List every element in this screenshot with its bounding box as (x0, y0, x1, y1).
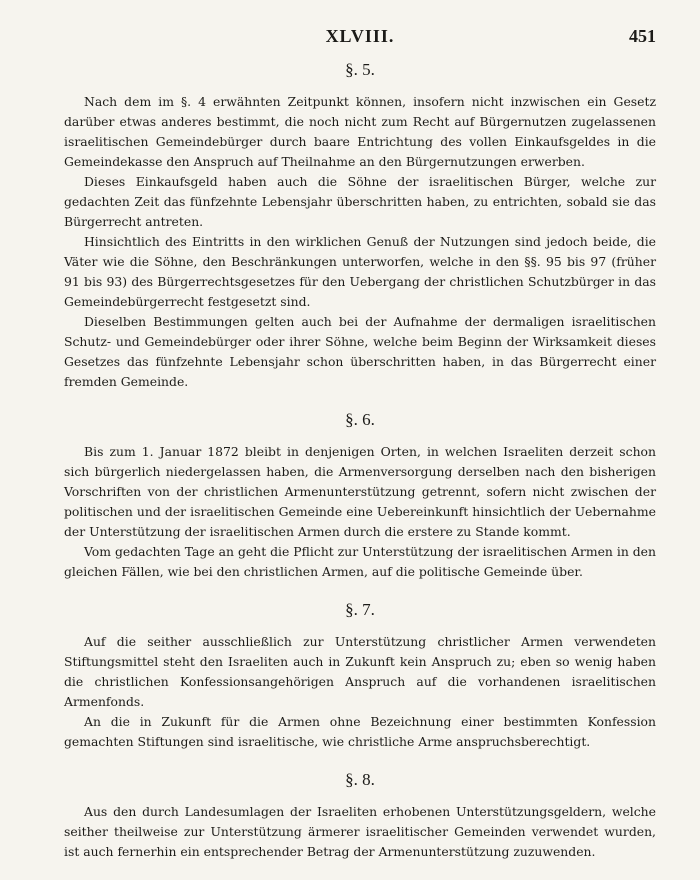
paragraph: Hinsichtlich des Eintritts in den wirklichen Genuß der Nutzungen sind jedoch beide, die Väter wie die Söhne, den Beschränkungen unterworfen, welche in den §§. 95 bis 97 (früher 91 bis 93) des Bürgerrechtsgesetzes für den Uebergang der christlichen Schutzbürger in das Gemeindebürgerrecht festgesetzt sind. (64, 234, 656, 309)
paragraph: Auf die seither ausschließlich zur Unterstützung christlicher Armen verwendeten Stiftungsmittel steht den Israeliten auch in Zukunft kein Anspruch zu; eben so wenig haben die christlichen Konfessionsangehörigen Anspruch auf die vorhandenen israelitischen Armenfonds. (64, 634, 656, 709)
page-header (64, 26, 656, 56)
section-6 (64, 410, 656, 582)
section-heading: §. 6. (345, 410, 375, 429)
section-heading: §. 7. (345, 600, 375, 619)
section-8 (64, 770, 656, 862)
paragraph: Aus den durch Landesumlagen der Israeliten erhobenen Unterstützungsgeldern, welche seither theilweise zur Unterstützung ärmerer israelitischer Gemeinden verwendet wurden, ist auch fernerhin ein entsprechender Betrag der Armenunterstützung zuzuwenden. (64, 804, 656, 859)
paragraph: An die in Zukunft für die Armen ohne Bezeichnung einer bestimmten Konfession gemachten Stiftungen sind israelitische, wie christliche Arme anspruchsberechtigt. (64, 714, 656, 749)
paragraph: Nach dem im §. 4 erwähnten Zeitpunkt können, insofern nicht inzwischen ein Gesetz darüber etwas anderes bestimmt, die noch nicht zum Recht auf Bürgernutzen zugelassenen israelitischen Gemeindebürger durch baare Entrichtung des vollen Einkaufsgeldes in die Gemeindekasse den Anspruch auf Theilnahme an den Bürgernutzungen erwerben. (64, 94, 656, 169)
chapter-number: XLVIII. (325, 26, 395, 46)
paragraph: Dieses Einkaufsgeld haben auch die Söhne der israelitischen Bürger, welche zur gedachten Zeit das fünfzehnte Lebensjahr überschritten haben, zu entrichten, sobald sie das Bürgerrecht antreten. (64, 174, 656, 229)
section-7 (64, 600, 656, 752)
paragraph: Bis zum 1. Januar 1872 bleibt in denjenigen Orten, in welchen Israeliten derzeit schon sich bürgerlich niedergelassen haben, die Armenversorgung derselben nach den bisherigen Vorschriften von der christlichen Armenunterstützung getrennt, sofern nicht zwischen der politischen und der israelitischen Gemeinde eine Uebereinkunft hinsichtlich der Uebernahme der Unterstützung der israelitischen Armen durch die erstere zu Stande kommt. (64, 444, 656, 539)
paragraph: Vom gedachten Tage an geht die Pflicht zur Unterstützung der israelitischen Armen in den gleichen Fällen, wie bei den christlichen Armen, auf die politische Gemeinde über. (64, 544, 656, 579)
page-number: 451 (629, 26, 656, 46)
section-heading: §. 8. (345, 770, 375, 789)
section-5 (64, 60, 656, 392)
paragraph: Dieselben Bestimmungen gelten auch bei der Aufnahme der dermaligen israelitischen Schutz- und Gemeindebürger oder ihrer Söhne, welche beim Beginn der Wirksamkeit dieses Gesetzes das fünfzehnte Lebensjahr schon überschritten haben, in das Bürgerrecht einer fremden Gemeinde. (64, 314, 656, 389)
section-heading: §. 5. (345, 60, 375, 79)
